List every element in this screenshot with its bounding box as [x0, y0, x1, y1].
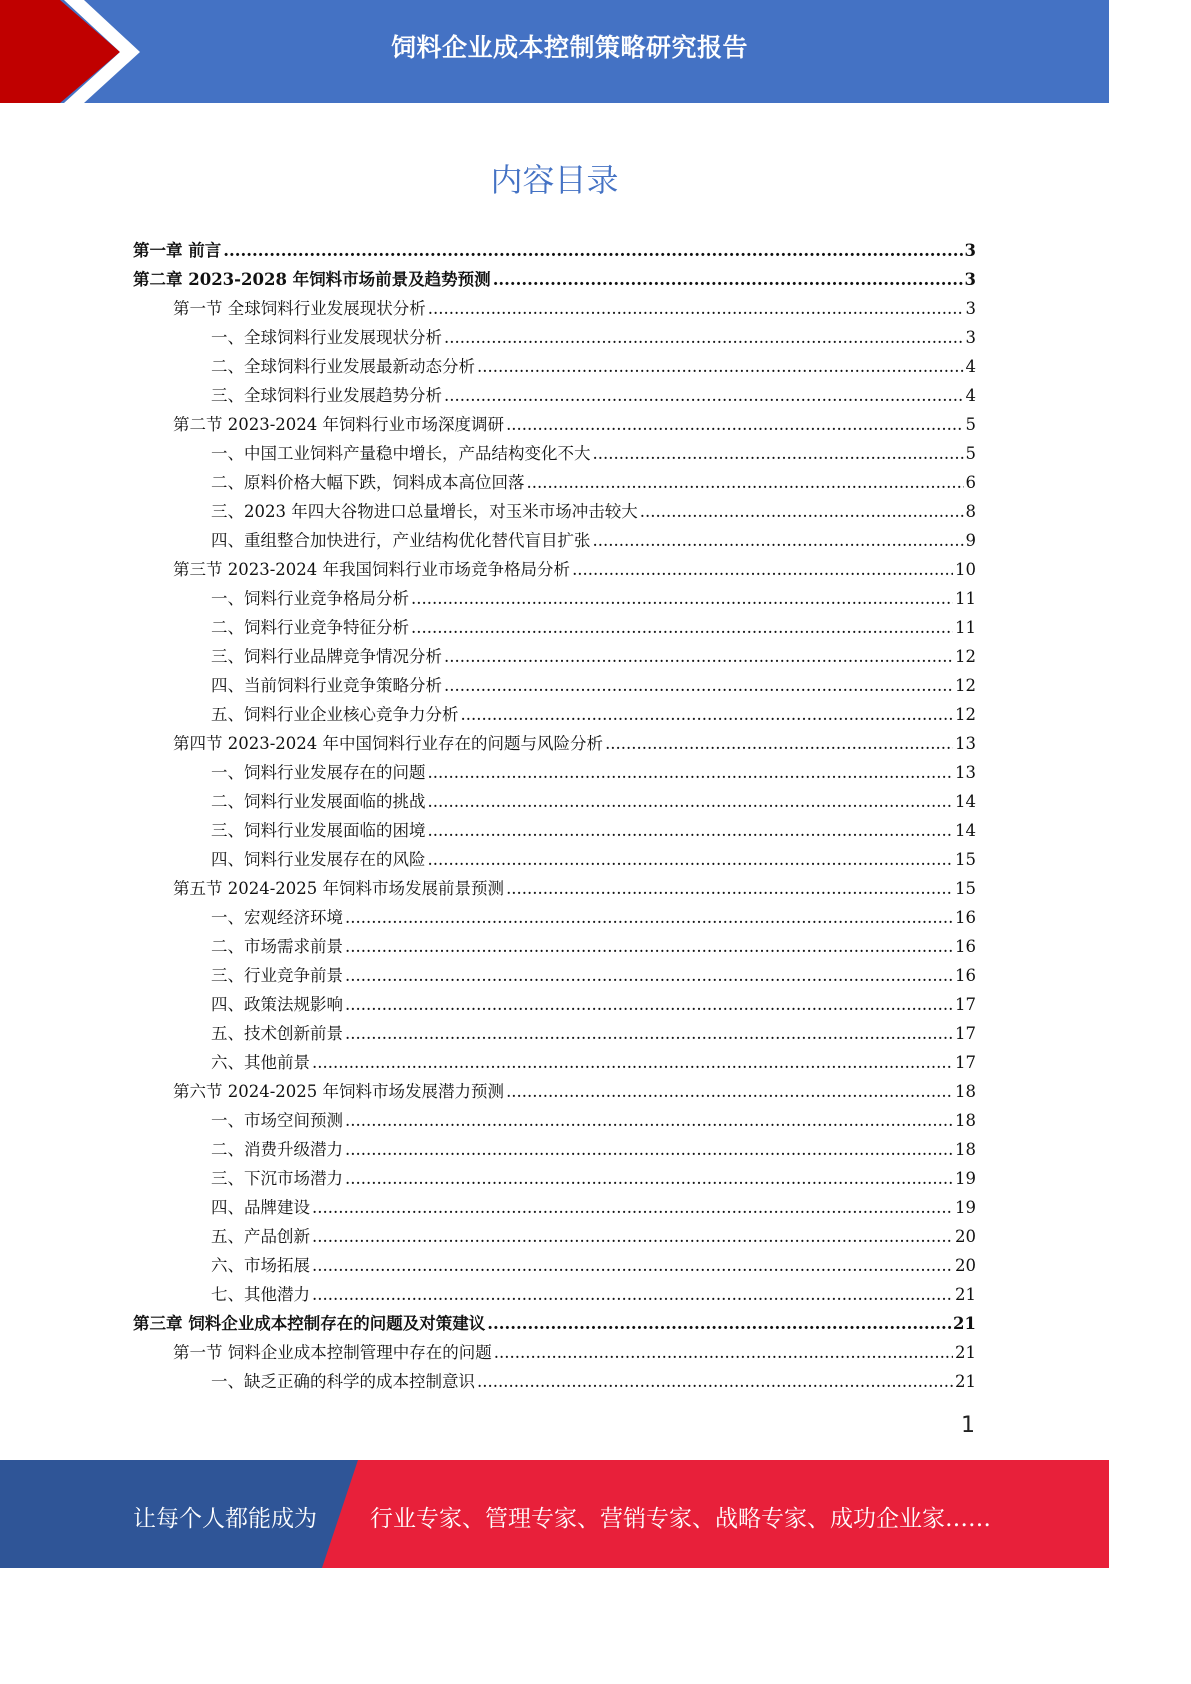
- toc-entry-page: 19: [955, 1198, 976, 1217]
- toc-entry[interactable]: [133, 236, 976, 265]
- toc-entry-title: 三、全球饲料行业发展趋势分析: [211, 386, 442, 405]
- toc-dot-leader: [312, 1193, 953, 1222]
- toc-entry-page: 20: [955, 1256, 976, 1275]
- toc-entry-page: 19: [955, 1169, 976, 1188]
- toc-entry[interactable]: [133, 845, 976, 874]
- toc-entry[interactable]: [133, 1309, 976, 1338]
- toc-dot-leader: [640, 497, 964, 526]
- toc-entry-title: 第三章 饲料企业成本控制存在的问题及对策建议: [133, 1314, 486, 1333]
- toc-entry[interactable]: [133, 584, 976, 613]
- toc-entry[interactable]: [133, 410, 976, 439]
- toc-dot-leader: [428, 787, 954, 816]
- toc-dot-leader: [345, 1135, 953, 1164]
- toc-dot-leader: [444, 381, 964, 410]
- toc-entry[interactable]: [133, 497, 976, 526]
- toc-entry-title: 四、政策法规影响: [211, 995, 343, 1014]
- toc-entry-title: 三、行业竞争前景: [211, 966, 343, 985]
- toc-dot-leader: [461, 700, 954, 729]
- toc-dot-leader: [506, 1077, 953, 1106]
- toc-entry-title: 第一节 饲料企业成本控制管理中存在的问题: [173, 1343, 492, 1362]
- toc-entry[interactable]: [133, 903, 976, 932]
- toc-dot-leader: [345, 932, 953, 961]
- toc-dot-leader: [428, 758, 954, 787]
- toc-entry-page: 11: [955, 589, 976, 608]
- toc-entry-page: 9: [965, 531, 976, 550]
- toc-entry-title: 二、饲料行业竞争特征分析: [211, 618, 409, 637]
- toc-entry[interactable]: [133, 700, 976, 729]
- toc-entry-page: 5: [965, 444, 976, 463]
- toc-entry-page: 18: [955, 1082, 976, 1101]
- toc-entry[interactable]: [133, 1193, 976, 1222]
- toc-entry-page: 12: [955, 647, 976, 666]
- toc-entry-page: 21: [955, 1343, 976, 1362]
- toc-entry-page: 13: [955, 734, 976, 753]
- toc-dot-leader: [312, 1251, 953, 1280]
- footer-slogan-left: 让每个人都能成为: [133, 1506, 317, 1532]
- toc-entry[interactable]: [133, 294, 976, 323]
- toc-entry-page: 12: [955, 676, 976, 695]
- toc-entry-title: 一、中国工业饲料产量稳中增长，产品结构变化不大: [211, 444, 591, 463]
- toc-heading: 内容目录: [490, 161, 619, 199]
- toc-entry[interactable]: [133, 323, 976, 352]
- toc-dot-leader: [345, 903, 953, 932]
- toc-entry-page: 16: [955, 937, 976, 956]
- toc-dot-leader: [572, 555, 953, 584]
- toc-entry[interactable]: [133, 874, 976, 903]
- toc-entry-page: 21: [953, 1314, 976, 1333]
- toc-entry-page: 6: [965, 473, 976, 492]
- toc-entry-page: 18: [955, 1111, 976, 1130]
- toc-entry-title: 二、原料价格大幅下跌，饲料成本高位回落: [211, 473, 525, 492]
- toc-entry[interactable]: [133, 1164, 976, 1193]
- toc-entry-page: 5: [965, 415, 976, 434]
- toc-entry-title: 第五节 2024-2025 年饲料市场发展前景预测: [173, 879, 505, 898]
- toc-entry[interactable]: [133, 787, 976, 816]
- toc-entry-page: 21: [955, 1285, 976, 1304]
- toc-entry-title: 一、饲料行业发展存在的问题: [211, 763, 426, 782]
- toc-entry-page: 10: [955, 560, 976, 579]
- toc-entry-title: 一、缺乏正确的科学的成本控制意识: [211, 1372, 475, 1391]
- toc-entry-title: 三、饲料行业品牌竞争情况分析: [211, 647, 442, 666]
- toc-entry[interactable]: [133, 1135, 976, 1164]
- toc-entry-title: 一、饲料行业竞争格局分析: [211, 589, 409, 608]
- toc-entry[interactable]: [133, 961, 976, 990]
- toc-entry-title: 四、当前饲料行业竞争策略分析: [211, 676, 442, 695]
- toc-entry-title: 二、市场需求前景: [211, 937, 343, 956]
- report-title: 饲料企业成本控制策略研究报告: [390, 33, 748, 62]
- toc-entry-page: 3: [965, 328, 976, 347]
- toc-dot-leader: [487, 1309, 951, 1338]
- toc-entry-title: 第四节 2023-2024 年中国饲料行业存在的问题与风险分析: [173, 734, 604, 753]
- toc-entry-page: 13: [955, 763, 976, 782]
- toc-entry[interactable]: [133, 729, 976, 758]
- toc-entry-title: 一、全球饲料行业发展现状分析: [211, 328, 442, 347]
- toc-entry-title: 二、消费升级潜力: [211, 1140, 343, 1159]
- toc-dot-leader: [477, 1367, 953, 1396]
- toc-dot-leader: [411, 613, 953, 642]
- toc-entry-title: 一、市场空间预测: [211, 1111, 343, 1130]
- toc-entry[interactable]: [133, 381, 976, 410]
- toc-entry[interactable]: [133, 1222, 976, 1251]
- toc-dot-leader: [312, 1280, 953, 1309]
- toc-entry[interactable]: [133, 1280, 976, 1309]
- toc-entry-page: 4: [965, 386, 976, 405]
- toc-entry[interactable]: [133, 816, 976, 845]
- toc-dot-leader: [444, 671, 953, 700]
- toc-entry-title: 二、全球饲料行业发展最新动态分析: [211, 357, 475, 376]
- toc-entry-page: 15: [955, 879, 976, 898]
- toc-dot-leader: [477, 352, 964, 381]
- toc-entry-page: 16: [955, 908, 976, 927]
- toc-dot-leader: [527, 468, 964, 497]
- toc-dot-leader: [605, 729, 953, 758]
- toc-entry-page: 11: [955, 618, 976, 637]
- toc-dot-leader: [428, 294, 964, 323]
- toc-entry-title: 第一节 全球饲料行业发展现状分析: [173, 299, 426, 318]
- toc-entry-page: 14: [955, 821, 976, 840]
- toc-dot-leader: [345, 1106, 953, 1135]
- toc-entry-page: 8: [965, 502, 976, 521]
- toc-entry[interactable]: [133, 439, 976, 468]
- toc-dot-leader: [312, 1048, 953, 1077]
- toc-entry[interactable]: [133, 265, 976, 294]
- page-number: 1: [961, 1413, 975, 1438]
- toc-dot-leader: [493, 265, 963, 294]
- table-of-contents: [133, 236, 976, 1396]
- toc-entry-page: 15: [955, 850, 976, 869]
- toc-entry-title: 第六节 2024-2025 年饲料市场发展潜力预测: [173, 1082, 505, 1101]
- toc-dot-leader: [506, 874, 953, 903]
- toc-entry-title: 七、其他潜力: [211, 1285, 310, 1304]
- toc-entry[interactable]: [133, 1019, 976, 1048]
- toc-entry[interactable]: [133, 613, 976, 642]
- toc-entry-title: 二、饲料行业发展面临的挑战: [211, 792, 426, 811]
- footer-slogan-right: 行业专家、管理专家、营销专家、战略专家、成功企业家……: [370, 1506, 991, 1532]
- toc-entry[interactable]: [133, 468, 976, 497]
- toc-entry-title: 四、重组整合加快进行，产业结构优化替代盲目扩张: [211, 531, 591, 550]
- toc-entry[interactable]: [133, 555, 976, 584]
- toc-entry-page: 17: [955, 1024, 976, 1043]
- toc-entry-title: 六、其他前景: [211, 1053, 310, 1072]
- toc-entry[interactable]: [133, 1106, 976, 1135]
- toc-entry-page: 3: [964, 270, 976, 289]
- toc-entry[interactable]: [133, 758, 976, 787]
- toc-entry-page: 17: [955, 1053, 976, 1072]
- toc-entry-title: 三、下沉市场潜力: [211, 1169, 343, 1188]
- toc-dot-leader: [444, 323, 964, 352]
- toc-entry[interactable]: [133, 1077, 976, 1106]
- toc-entry-title: 五、产品创新: [211, 1227, 310, 1246]
- toc-dot-leader: [345, 1019, 953, 1048]
- toc-dot-leader: [506, 410, 963, 439]
- toc-entry-page: 21: [955, 1372, 976, 1391]
- toc-entry-page: 3: [964, 241, 976, 260]
- toc-entry-title: 三、2023 年四大谷物进口总量增长，对玉米市场冲击较大: [211, 502, 638, 521]
- toc-entry-page: 4: [965, 357, 976, 376]
- toc-entry-page: 12: [955, 705, 976, 724]
- toc-entry-page: 17: [955, 995, 976, 1014]
- toc-entry-title: 第二节 2023-2024 年饲料行业市场深度调研: [173, 415, 505, 434]
- toc-entry-title: 五、饲料行业企业核心竞争力分析: [211, 705, 459, 724]
- toc-dot-leader: [444, 642, 953, 671]
- toc-entry[interactable]: [133, 642, 976, 671]
- toc-entry[interactable]: [133, 990, 976, 1019]
- toc-dot-leader: [494, 1338, 953, 1367]
- toc-dot-leader: [411, 584, 953, 613]
- toc-entry-page: 14: [955, 792, 976, 811]
- toc-entry-page: 20: [955, 1227, 976, 1246]
- toc-entry[interactable]: [133, 1251, 976, 1280]
- toc-entry-page: 16: [955, 966, 976, 985]
- toc-entry-page: 18: [955, 1140, 976, 1159]
- toc-entry-title: 三、饲料行业发展面临的困境: [211, 821, 426, 840]
- toc-dot-leader: [345, 961, 953, 990]
- toc-dot-leader: [345, 990, 953, 1019]
- toc-entry[interactable]: [133, 1338, 976, 1367]
- toc-dot-leader: [593, 526, 964, 555]
- toc-entry[interactable]: [133, 932, 976, 961]
- toc-dot-leader: [593, 439, 964, 468]
- toc-dot-leader: [345, 1164, 953, 1193]
- toc-dot-leader: [428, 845, 954, 874]
- toc-entry[interactable]: [133, 1048, 976, 1077]
- toc-entry-title: 第一章 前言: [133, 241, 222, 260]
- toc-entry-title: 四、饲料行业发展存在的风险: [211, 850, 426, 869]
- toc-entry-title: 一、宏观经济环境: [211, 908, 343, 927]
- toc-entry-title: 第二章 2023-2028 年饲料市场前景及趋势预测: [133, 270, 491, 289]
- toc-entry[interactable]: [133, 1367, 976, 1396]
- toc-dot-leader: [428, 816, 954, 845]
- toc-entry-title: 六、市场拓展: [211, 1256, 310, 1275]
- toc-entry-title: 四、品牌建设: [211, 1198, 310, 1217]
- toc-entry[interactable]: [133, 526, 976, 555]
- toc-entry-page: 3: [965, 299, 976, 318]
- toc-dot-leader: [312, 1222, 953, 1251]
- toc-entry[interactable]: [133, 671, 976, 700]
- toc-entry-title: 五、技术创新前景: [211, 1024, 343, 1043]
- toc-entry[interactable]: [133, 352, 976, 381]
- toc-dot-leader: [223, 236, 962, 265]
- header-bar: [0, 0, 1109, 103]
- toc-entry-title: 第三节 2023-2024 年我国饲料行业市场竞争格局分析: [173, 560, 571, 579]
